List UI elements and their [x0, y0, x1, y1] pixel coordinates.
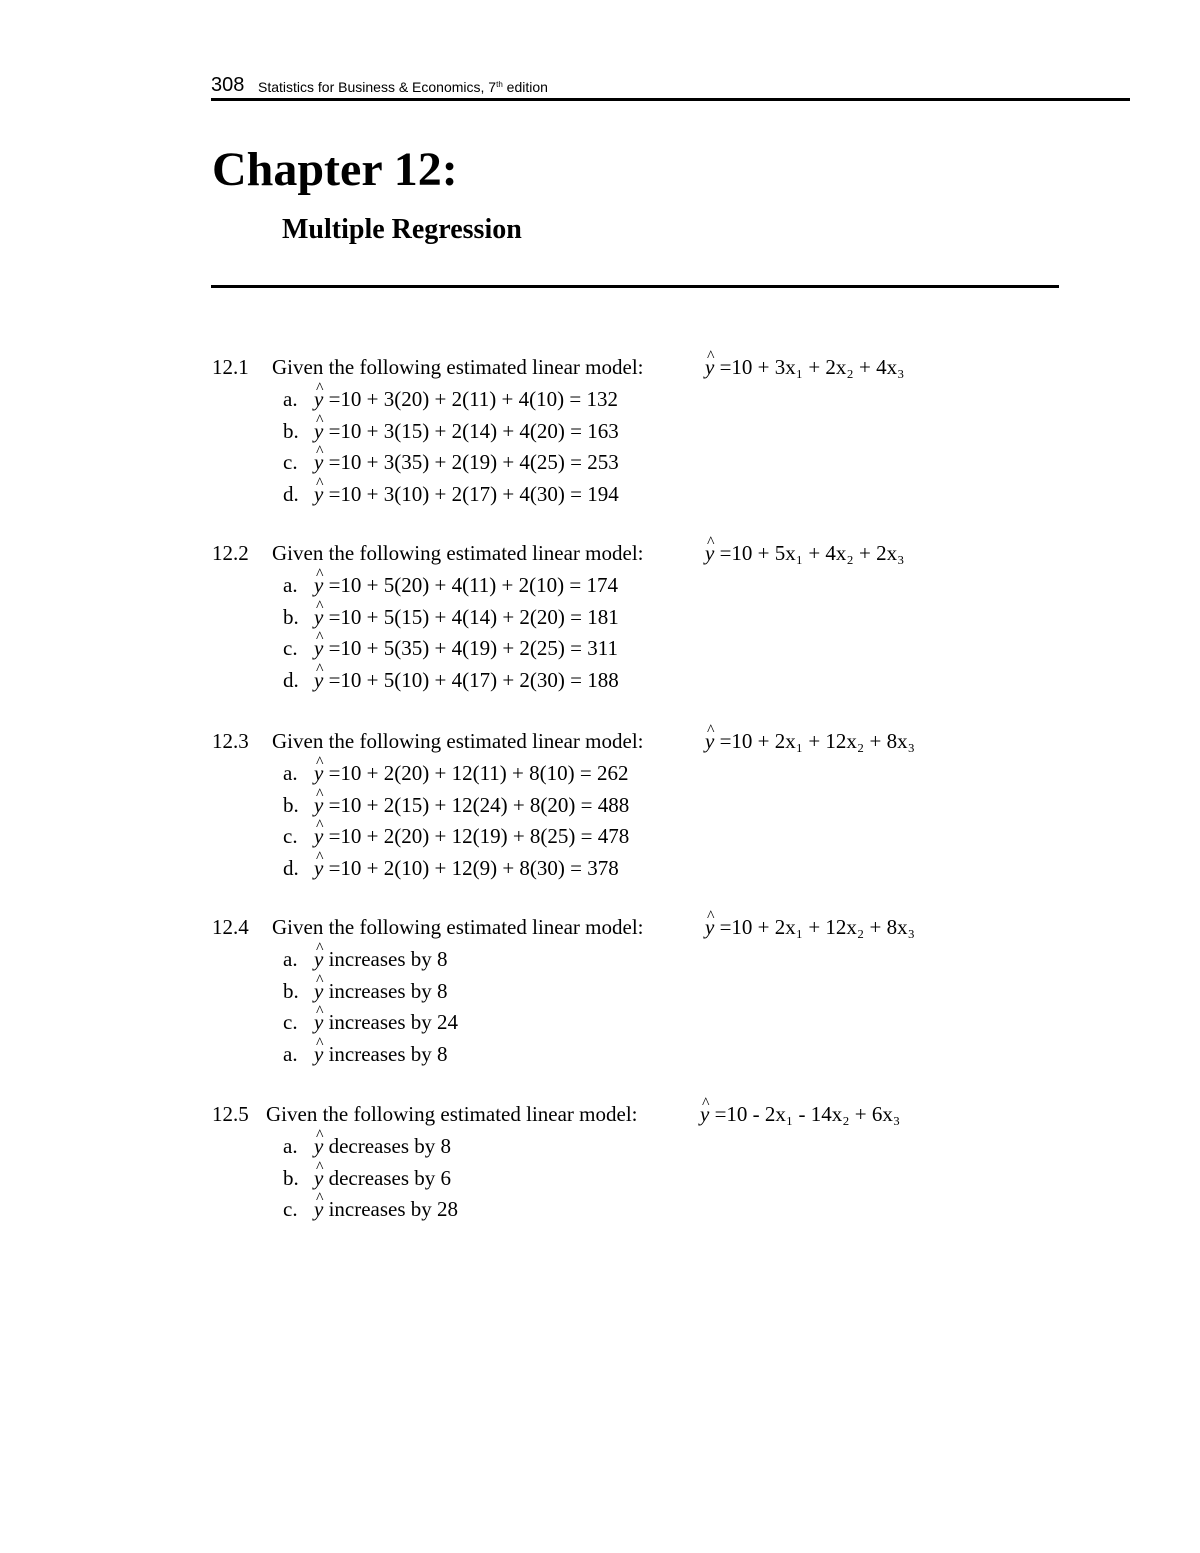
- y-hat-symbol: ^ y: [314, 978, 323, 1004]
- part-answer-text: =10 + 5(10) + 4(17) + 2(30) = 188: [323, 667, 619, 692]
- part-letter: d.: [283, 667, 299, 692]
- part-letter: a.: [283, 1041, 298, 1066]
- problem-prompt: Given the following estimated linear model:: [272, 915, 644, 939]
- part-answer-text: =10 + 3(20) + 2(11) + 4(10) = 132: [323, 387, 618, 411]
- y-hat-symbol: ^ y: [314, 572, 323, 598]
- model-equation: [705, 540, 904, 566]
- problem-number: 12.5: [212, 1102, 249, 1126]
- y-hat-symbol: ^ y: [314, 386, 323, 412]
- part-answer: [314, 572, 618, 598]
- part-answer: [314, 1165, 451, 1191]
- part-answer: [314, 1196, 458, 1222]
- model-equation: [705, 728, 915, 754]
- problem-prompt: Given the following estimated linear model:: [272, 729, 644, 753]
- model-equation-text: =10 - 2x₁ - 14x₂ + 6x₃: [709, 1102, 901, 1126]
- model-equation: [705, 354, 904, 380]
- part-answer: [314, 1133, 451, 1159]
- part-answer: [314, 604, 619, 630]
- edition-word: edition: [502, 79, 548, 95]
- part-answer: [314, 1009, 458, 1035]
- y-hat-symbol: ^ y: [314, 418, 323, 444]
- title-divider: [211, 285, 1059, 288]
- y-hat-symbol: ^ y: [314, 946, 323, 972]
- part-letter: c.: [283, 1197, 298, 1221]
- part-answer-text: =10 + 5(35) + 4(19) + 2(25) = 311: [323, 636, 618, 660]
- page-number: 308: [211, 74, 245, 96]
- part-answer-text: =10 + 2(10) + 12(9) + 8(30) = 378: [323, 855, 619, 880]
- part-answer-text: increases by 28: [323, 1197, 459, 1221]
- problem-prompt: Given the following estimated linear model:: [272, 355, 644, 379]
- chapter-title: Chapter 12:: [212, 143, 458, 196]
- y-hat-symbol: ^ y: [314, 823, 323, 849]
- part-answer: [314, 449, 619, 475]
- part-letter: b.: [283, 604, 299, 629]
- part-letter: d.: [283, 855, 299, 880]
- y-hat-symbol: ^ y: [700, 1101, 709, 1127]
- y-hat-symbol: ^ y: [314, 1133, 323, 1159]
- part-letter: c.: [283, 636, 298, 660]
- part-answer: [314, 792, 629, 818]
- problem-number: 12.2: [212, 541, 249, 565]
- y-hat-symbol: ^ y: [314, 792, 323, 818]
- part-answer-text: =10 + 3(15) + 2(14) + 4(20) = 163: [323, 418, 619, 443]
- book-title-text: Statistics for Business & Economics, 7: [258, 79, 497, 95]
- part-answer-text: =10 + 5(15) + 4(14) + 2(20) = 181: [323, 604, 619, 629]
- part-answer-text: =10 + 3(35) + 2(19) + 4(25) = 253: [323, 450, 619, 474]
- part-letter: c.: [283, 824, 298, 848]
- model-equation-text: =10 + 5x₁ + 4x₂ + 2x₃: [714, 541, 905, 565]
- part-letter: b.: [283, 418, 299, 443]
- part-answer-text: =10 + 5(20) + 4(11) + 2(10) = 174: [323, 573, 618, 597]
- chapter-subtitle: Multiple Regression: [282, 214, 522, 245]
- part-letter: d.: [283, 481, 299, 506]
- part-answer: [314, 667, 619, 693]
- part-answer-text: =10 + 2(20) + 12(11) + 8(10) = 262: [323, 761, 629, 785]
- model-equation-text: =10 + 2x₁ + 12x₂ + 8x₃: [714, 915, 915, 939]
- y-hat-symbol: ^ y: [314, 635, 323, 661]
- y-hat-symbol: ^ y: [314, 481, 323, 507]
- y-hat-symbol: ^ y: [314, 760, 323, 786]
- y-hat-symbol: ^ y: [314, 1009, 323, 1035]
- part-answer: [314, 418, 619, 444]
- y-hat-symbol: ^ y: [705, 540, 714, 566]
- part-answer-text: =10 + 2(20) + 12(19) + 8(25) = 478: [323, 824, 630, 848]
- problem-prompt: Given the following estimated linear model:: [272, 541, 644, 565]
- problem-number: 12.1: [212, 355, 249, 379]
- part-letter: c.: [283, 1010, 298, 1034]
- edition-suffix: th: [496, 80, 503, 89]
- y-hat-symbol: ^ y: [705, 728, 714, 754]
- part-answer: [314, 823, 629, 849]
- y-hat-symbol: ^ y: [314, 667, 323, 693]
- part-letter: b.: [283, 792, 299, 817]
- part-answer-text: =10 + 3(10) + 2(17) + 4(30) = 194: [323, 481, 619, 506]
- problem-prompt: Given the following estimated linear model:: [266, 1102, 638, 1126]
- y-hat-symbol: ^ y: [314, 1196, 323, 1222]
- problem-number: 12.3: [212, 729, 249, 753]
- part-answer: [314, 481, 619, 507]
- part-answer: [314, 978, 448, 1004]
- part-answer: [314, 946, 448, 972]
- part-answer-text: increases by 8: [323, 978, 448, 1003]
- part-answer: [314, 855, 619, 881]
- running-header: [211, 72, 1130, 101]
- book-title: [258, 79, 548, 95]
- part-letter: b.: [283, 1165, 299, 1190]
- y-hat-symbol: ^ y: [705, 914, 714, 940]
- part-answer-text: increases by 24: [323, 1010, 459, 1034]
- part-letter: c.: [283, 450, 298, 474]
- part-letter: a.: [283, 387, 298, 411]
- model-equation: [700, 1101, 900, 1127]
- model-equation-text: =10 + 2x₁ + 12x₂ + 8x₃: [714, 729, 915, 753]
- model-equation-text: =10 + 3x₁ + 2x₂ + 4x₃: [714, 355, 905, 379]
- problem-number: 12.4: [212, 915, 249, 939]
- part-answer-text: increases by 8: [323, 1041, 448, 1066]
- part-answer: [314, 1041, 448, 1067]
- y-hat-symbol: ^ y: [314, 855, 323, 881]
- part-letter: a.: [283, 947, 298, 971]
- part-letter: b.: [283, 978, 299, 1003]
- part-answer: [314, 386, 618, 412]
- y-hat-symbol: ^ y: [314, 1041, 323, 1067]
- part-letter: a.: [283, 573, 298, 597]
- part-answer-text: increases by 8: [323, 947, 448, 971]
- part-answer-text: decreases by 6: [323, 1165, 452, 1190]
- part-answer: [314, 760, 628, 786]
- part-answer-text: =10 + 2(15) + 12(24) + 8(20) = 488: [323, 792, 630, 817]
- part-letter: a.: [283, 1134, 298, 1158]
- y-hat-symbol: ^ y: [314, 604, 323, 630]
- y-hat-symbol: ^ y: [705, 354, 714, 380]
- part-answer: [314, 635, 618, 661]
- y-hat-symbol: ^ y: [314, 449, 323, 475]
- y-hat-symbol: ^ y: [314, 1165, 323, 1191]
- part-letter: a.: [283, 761, 298, 785]
- part-answer-text: decreases by 8: [323, 1134, 452, 1158]
- model-equation: [705, 914, 915, 940]
